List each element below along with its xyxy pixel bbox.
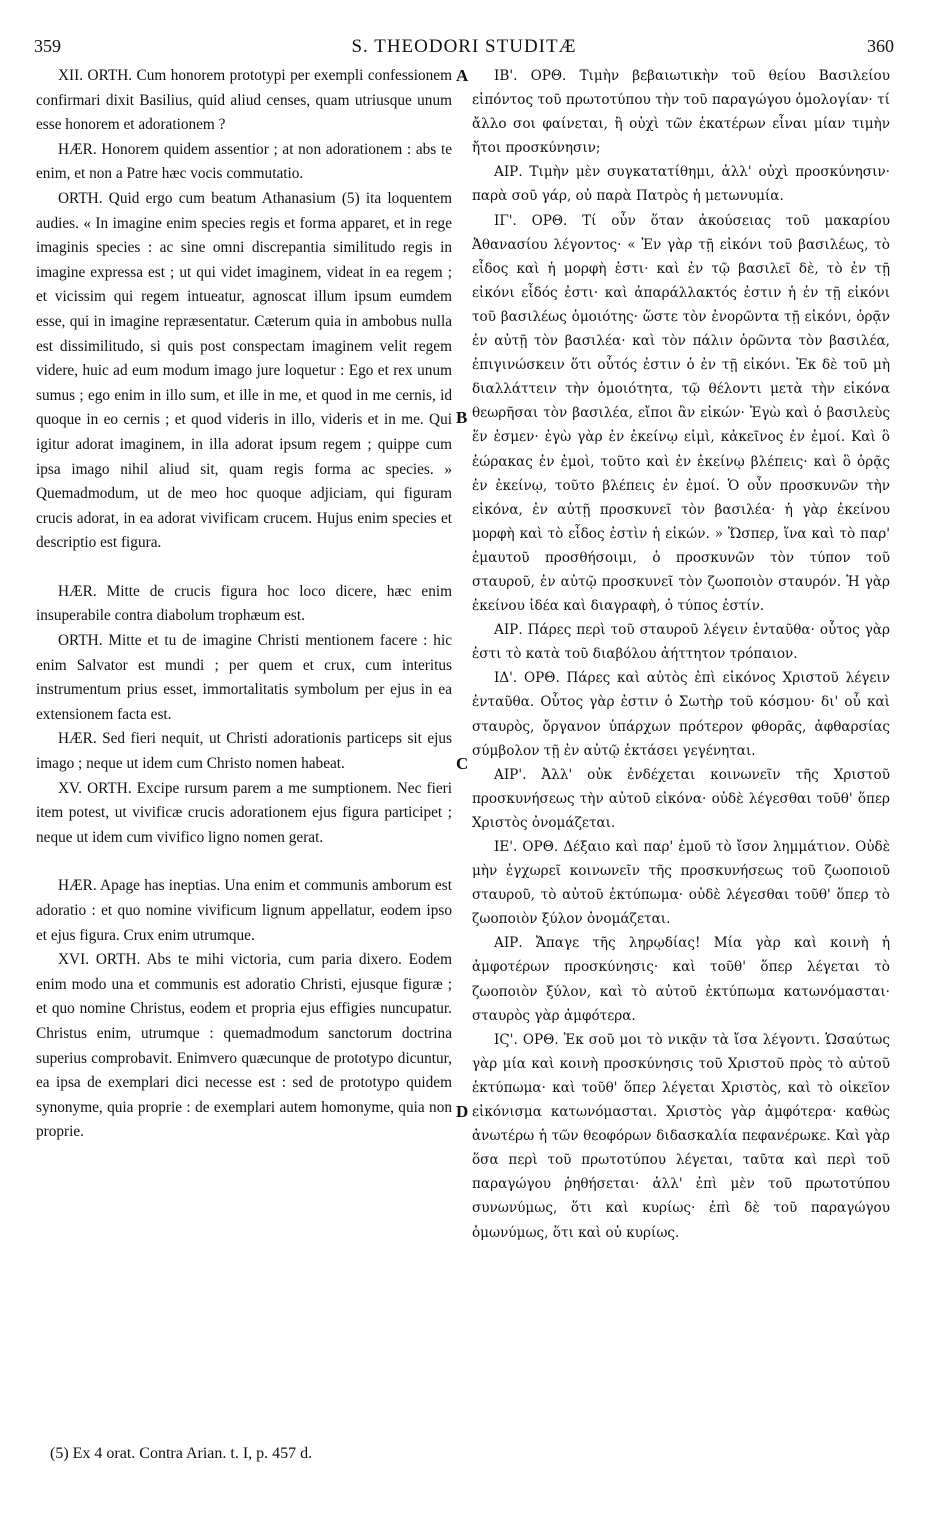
- greek-paragraph: ΙΕ'. ΟΡΘ. Δέξαιο καὶ παρ' ἐμοῦ τὸ ἴσον λημμάτιον. Οὐδὲ μὴν ἐγχωρεῖ κοινωνεῖν τῆς προσκυνήσεως τοῦ ζωοποιοῦ σταυροῦ, τὸ αὐτοῦ ἐκτύπωμα· οὐδὲ λέγεσθαι τοῦθ' ὅπερ τὸ ζωοποιὸν ξύλον ὀνομάζεται.: [472, 839, 890, 928]
- running-title: S. THEODORI STUDITÆ: [351, 36, 577, 57]
- latin-paragraph: ORTH. Quid ergo cum beatum Athanasium (5) ita loquentem audies. « In imagine enim species regis et forma apparet, et in rege imaginis species : ac sine omni discrepantia similitudo regis in imagine expressa est ; ut qui videt imaginem, videat in ea regem ; et vicissim qui regem intueatur, agnoscat illum ipsum eumdem esse, qui in imagine repræsentatur. Cæterum quia in ambobus nulla est dissimilitudo, si quis post conspectam imaginem velit regem videre, huic ad eum modum imago jure loquetur : Ego et rex unum sumus ; ego enim in illo sum, et ille in me, et quod in me cernis, id quoque in eo cernis ; et quod videris in illo, videris et in me. Qui igitur adorat imaginem, in illa adorat ipsum regem ; quippe cum ipsa imago nihil aliud sit, quam regis forma ac species. » Quemadmodum, ut de meo hoc quoque adjiciam, qui figuram crucis adorat, in ea adorat vivificam crucem. Hujus enim species et descriptio est figura.: [36, 189, 452, 552]
- latin-paragraph: HÆR. Mitte de crucis figura hoc loco dicere, hæc enim insuperabile contra diabolum trophæum est.: [36, 582, 452, 625]
- right-page-number: 360: [867, 36, 894, 56]
- greek-paragraph: ΙΔ'. ΟΡΘ. Πάρες καὶ αὐτὸς ἐπὶ εἰκόνος Χριστοῦ λέγειν ἐνταῦθα. Οὗτος γὰρ ἐστιν ὁ Σωτὴρ τοῦ κόσμου· δι' οὗ καὶ σταυρὸς, ὄργανον ὑπάρχων πρότερον φθορᾶς, ἀφθαρσίας σύμβολον τῇ ἐν αὐτῷ ἐκτάσει γεγένηται.: [472, 670, 890, 759]
- latin-column: [36, 64, 452, 1145]
- left-page-number: 359: [34, 36, 61, 56]
- latin-paragraph: HÆR. Apage has ineptias. Una enim et communis amborum est adoratio : et quo nomine vivificum lignum appellatur, eodem ipso et ejus figura. Crux enim utrumque.: [36, 877, 452, 944]
- latin-paragraph: XV. ORTH. Excipe rursum parem a me sumptionem. Nec fieri item potest, ut vivificæ crucis adorationem ejus figura participet ; neque ut idem cum vivifico ligno nomen gerat.: [36, 779, 452, 846]
- greek-paragraph: ΑΙΡ. Πάρες περὶ τοῦ σταυροῦ λέγειν ἐνταῦθα· οὗτος γὰρ ἐστι τὸ κατὰ τοῦ διαβόλου ἀήττητον τρόπαιον.: [472, 622, 890, 663]
- latin-paragraph: XII. ORTH. Cum honorem prototypi per exempli confessionem confirmari dixit Basilius, quid aliud censes, quam utriusque unum esse honorem et adorationem ?: [36, 67, 452, 134]
- margin-marker-a: A: [456, 66, 469, 85]
- latin-paragraph: HÆR. Honorem quidem assentior ; at non adorationem : abs te enim, et non a Patre hæc vocis commutatio.: [36, 140, 452, 183]
- latin-paragraph: XVI. ORTH. Abs te mihi victoria, cum paria dixero. Eodem enim modo una et communis est adoratio Christi, ejusque figuræ ; et quo nomine Christus, eodem et propria ejus effigies nuncupatur. Christus enim, utrumque : quemadmodum sanctorum doctrina superius comprobavit. Enimvero quæcunque de prototypo dicuntur, ea ipsa de exemplari dici necesse est : sed de prototypo quidem synonyme, quia proprie : de exemplari autem homonyme, quia non proprie.: [36, 951, 452, 1141]
- greek-column: [472, 64, 890, 1245]
- greek-paragraph: ΑΙΡ. Ἄπαγε τῆς ληρῳδίας! Μία γὰρ καὶ κοινὴ ἡ ἀμφοτέρων προσκύνησις· καὶ τοῦθ' ὅπερ λέγεται τὸ ζωοποιὸν ξύλον, καὶ τὸ αὐτοῦ ἐκτύπωμα κατωνόμασται· σταυρὸς γὰρ ἀμφότερα.: [472, 935, 890, 1024]
- latin-paragraph: ORTH. Mitte et tu de imagine Christi mentionem facere : hic enim Salvator est mundi ; per quem et crux, cum interitus instrumentum prius esset, immortalitatis symbolum per ejus in ea extensionem facta est.: [36, 632, 452, 723]
- page-header: [34, 36, 894, 62]
- margin-marker-c: C: [456, 754, 469, 773]
- greek-paragraph: ΙΒ'. ΟΡΘ. Τιμὴν βεβαιωτικὴν τοῦ θείου Βασιλείου εἰπόντος τοῦ πρωτοτύπου τὴν τοῦ παραγώγου ὁμολογίαν· τί ἄλλο σοι φαίνεται, ἢ οὐχὶ τῶν ἑκατέρων εἶναι μίαν τιμὴν ἤτοι προσκύνησιν;: [472, 68, 890, 157]
- greek-paragraph: ΙΓ'. ΟΡΘ. Τί οὖν ὅταν ἀκούσειας τοῦ μακαρίου Ἀθανασίου λέγοντος· « Ἐν γὰρ τῇ εἰκόνι τοῦ βασιλέως, τὸ εἶδος καὶ ἡ μορφὴ ἐστι· καὶ ἐν τῷ βασιλεῖ δὲ, τὸ ἐν τῇ εἰκόνι εἶδός ἐστι· καὶ ἀπαράλλακτός ἐστιν ἡ ἐν τῇ εἰκόνι τοῦ βασιλέως ὁμοιότης· ὥστε τὸν ἐνορῶντα τῇ εἰκόνι, ὁρᾷν ἐν αὐτῇ τὸν βασιλέα· καὶ τὸν πάλιν ὁρῶντα τὸν βασιλέα, ἐπιγινώσκειν ὅτι οὗτός ἐστιν ὁ ἐν τῇ εἰκόνι. Ἐκ δὲ τοῦ μὴ διαλλάττειν τὴν ὁμοιότητα, τῷ θέλοντι μετὰ τὴν εἰκόνα θεωρῆσαι τὸν βασιλέα, εἴποι ἂν εἰκών· Ἐγὼ καὶ ὁ βασιλεὺς ἕν ἐσμεν· ἐγὼ γὰρ ἐν ἐκείνῳ εἰμὶ, κἀκεῖνος ἐν ἐμοί. Καὶ ὃ ἑώρακας ἐν ἐμοὶ, τοῦτο καὶ ἐν ἐκείνῳ βλέπεις· καὶ ὃ ὁρᾷς ἐν ἐκείνῳ, τοῦτο βλέπεις ἐν ἐμοί. Ὁ οὖν προσκυνῶν τὴν εἰκόνα, ἐν αὐτῇ προσκυνεῖ τὸν βασιλέα· ἡ γὰρ ἐκείνου μορφὴ καὶ τὸ εἶδος ἐστὶν ἡ εἰκών. » Ὥσπερ, ἵνα καὶ τὸ παρ' ἐμαυτοῦ προσθήσοιμι, ὁ προσκυνῶν τὸν τύπον τοῦ σταυροῦ, ἐν αὐτῷ προσκυνεῖ τὸν ζωοποιὸν σταυρόν. Ἡ γὰρ ἐκείνου ἰδέα καὶ διαγραφὴ, ὁ τύπος ἐστίν.: [472, 212, 890, 615]
- greek-paragraph: ΙϚ'. ΟΡΘ. Ἐκ σοῦ μοι τὸ νικᾷν τὰ ἴσα λέγοντι. Ὡσαύτως γὰρ μία καὶ κοινὴ προσκύνησις τοῦ Χριστοῦ πρὸς τὸ αὐτοῦ ἐκτύπωμα· καὶ τοῦθ' ὅπερ λέγεται Χριστὸς, καὶ τὸ οἰκεῖον εἰκόνισμα κατωνόμασται. Χριστὸς γὰρ ἀμφότερα· καθὼς ἀνωτέρω ἡ τῶν θεοφόρων διδασκαλία πεφανέρωκε. Καὶ γὰρ ὅσα περὶ τοῦ πρωτοτύπου λέγεται, ταῦτα καὶ περὶ τοῦ παραγώγου ῥηθήσεται· ἀλλ' ἐπὶ μὲν τοῦ πρωτοτύπου συνωνύμως, ὅτι καὶ κυρίως· ἐπὶ δὲ τοῦ παραγώγου ὁμωνύμως, ὅτι καὶ οὐ κυρίως.: [472, 1031, 890, 1241]
- margin-marker-b: B: [456, 408, 468, 427]
- greek-paragraph: ΑΙΡ. Τιμὴν μὲν συγκατατίθημι, ἀλλ' οὐχὶ προσκύνησιν· παρὰ σοῦ γάρ, οὐ παρὰ Πατρὸς ἡ μετωνυμία.: [472, 164, 890, 205]
- footnote: (5) Ex 4 orat. Contra Arian. t. I, p. 457 d.: [50, 1445, 313, 1462]
- margin-marker-d: D: [456, 1102, 469, 1121]
- greek-paragraph: ΑΙΡ'. Ἀλλ' οὐκ ἐνδέχεται κοινωνεῖν τῆς Χριστοῦ προσκυνήσεως τὴν αὐτοῦ εἰκόνα· οὐδὲ λέγεσθαι τοῦθ' ὅπερ Χριστὸς ὀνομάζεται.: [472, 766, 890, 831]
- latin-paragraph: HÆR. Sed fieri nequit, ut Christi adorationis particeps sit ejus imago ; neque ut idem cum Christo nomen habeat.: [36, 730, 452, 773]
